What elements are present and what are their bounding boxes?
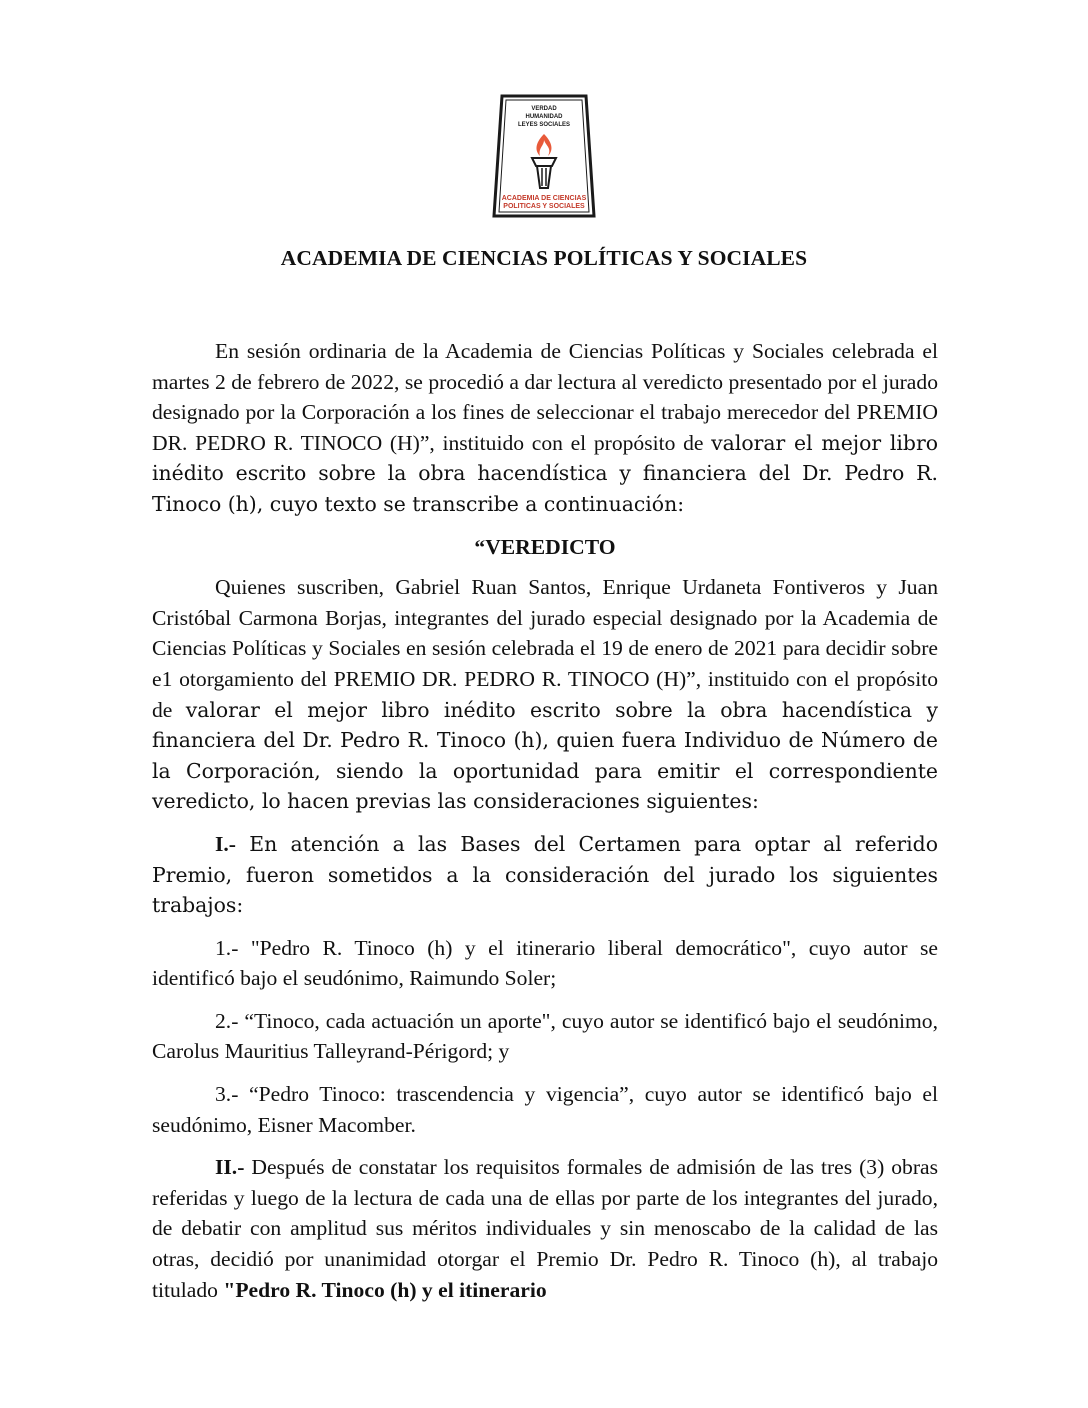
section-i-text: En atención a las Bases del Certamen para optar al referido Premio, fueron sometidos a la consideración del jurado los siguientes trabajos: [152, 831, 938, 918]
section-ii-label: II.- [215, 1155, 245, 1180]
logo-bottom-line-2: POLITICAS Y SOCIALES [503, 203, 585, 210]
intro-paragraph [152, 336, 938, 520]
section-ii-text: Después de constatar los requisitos formales de admisión de las tres (3) obras referidas y luego de la lectura de cada una de ellas por parte de los integrantes del jurado, de debatir con amplitud sus méritos individuales y sin menoscabo de la calidad de las otras, decidió por unanimidad otorgar el Premio Dr. Pedro R. Tinoco (h), al trabajo titulado [152, 1155, 938, 1302]
list-item: 1.- "Pedro R. Tinoco (h) y el itinerario liberal democrático", cuyo autor se identificó bajo el seudónimo, Raimundo Soler; [152, 935, 938, 991]
section-i-paragraph [152, 829, 938, 921]
section-ii-paragraph [152, 1152, 938, 1305]
logo-top-line-1: VERDAD [531, 106, 557, 112]
verdict-paragraph [152, 572, 938, 817]
document-heading: ACADEMIA DE CIENCIAS POLÍTICAS Y SOCIALES [280, 246, 808, 270]
section-i-label: I.- [215, 831, 236, 856]
intro-highlight: valorar el mejor libro inédito escrito sobre la obra hacendística y financiera del Dr. Pedro R. Tinoco (h), cuyo texto se transcribe a continuación: [152, 430, 939, 516]
academy-logo [492, 94, 596, 224]
list-item: 2.- “Tinoco, cada actuación un aporte", cuyo autor se identificó bajo el seudónimo, Carolus Mauritius Talleyrand-Périgord; y [152, 1008, 938, 1064]
list-item: 3.- “Pedro Tinoco: trascendencia y vigencia”, cuyo autor se identificó bajo el seudónimo, Eisner Macomber. [152, 1082, 938, 1137]
logo-bottom-line-1: ACADEMIA DE CIENCIAS [501, 195, 587, 202]
intro-text: En sesión ordinaria de la Academia de Ciencias Políticas y Sociales celebrada el martes 2 de febrero de 2022, se procedió a dar lectura al veredicto presentado por el jurado designado por la Corporación a los fines de seleccionar el trabajo merecedor del PREMIO DR. PEDRO R. TINOCO (H)”, instituido con el propósito de [152, 339, 938, 455]
document-body [152, 336, 938, 1305]
logo-top-line-3: LEYES SOCIALES [517, 122, 571, 128]
verdict-text: Quienes suscriben, Gabriel Ruan Santos, Enrique Urdaneta Fontiveros y Juan Cristóbal Carmona Borjas, integrantes del jurado especial designado por la Academia de Ciencias Políticas y Sociales en sesión celebrada el 19 de enero de 2021 para decidir sobre e1 otorgamiento del PREMIO DR. PEDRO R. TINOCO (H)”, instituido con el propósito de [152, 575, 938, 722]
verdict-highlight: valorar el mejor libro inédito escrito sobre la obra hacendística y financiera del Dr. Pedro R. Tinoco (h), quien fuera Individuo de Número de la Corporación, siendo la oportunidad para emitir el correspondiente veredicto, lo hacen previas las consideraciones siguientes: [152, 697, 938, 814]
awarded-work-title: "Pedro R. Tinoco (h) y el itinerario [223, 1277, 547, 1302]
logo-top-line-2: HUMANIDAD [525, 114, 563, 120]
verdict-title: “VEREDICTO [474, 534, 616, 559]
